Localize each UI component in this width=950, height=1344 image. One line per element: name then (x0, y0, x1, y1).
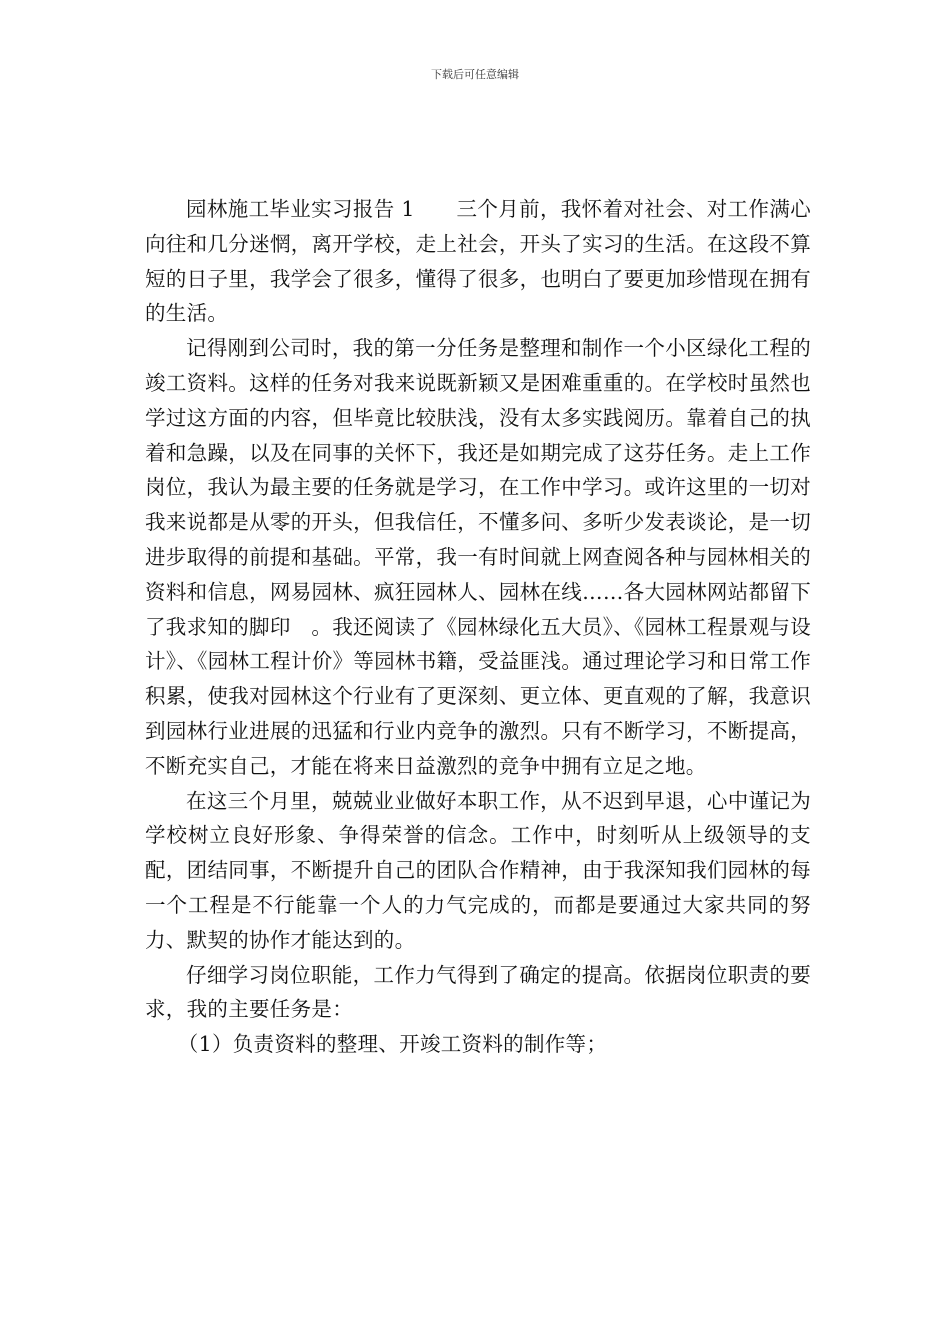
paragraph-first-task: 记得刚到公司时，我的第一分任务是整理和制作一个小区绿化工程的竣工资料。这样的任务对我来说既新颖又是困难重重的。在学校时虽然也学过这方面的内容，但毕竟比较肤浅，没有太多实践阅历。靠着自己的执着和急躁，以及在同事的关怀下，我还是如期完成了这芬任务。走上工作岗位，我认为最主要的任务就是学习，在工作中学习。或许这里的一切对我来说都是从零的开头，但我信任，不懂多问、多听少发表谈论，是一切进步取得的前提和基础。平常，我一有时间就上网查阅各种与园林相关的资料和信息，网易园林、疯狂园林人、园林在线……各大园林网站都留下了我求知的脚印 。我还阅读了《园林绿化五大员》、《园林工程景观与设计》、《园林工程计价》等园林书籍，受益匪浅。通过理论学习和日常工作积累，使我对园林这个行业有了更深刻、更立体、更直观的了解，我意识到园林行业进展的迅猛和行业内竞争的激烈。只有不断学习，不断提高，不断充实自己，才能在将来日益激烈的竞争中拥有立足之地。 (145, 336, 811, 778)
document-body (145, 192, 811, 1062)
paragraph-intro: 园林施工毕业实习报告 1 三个月前，我怀着对社会、对工作满心向往和几分迷惘，离开学校，走上社会，开头了实习的生活。在这段不算短的日子里，我学会了很多，懂得了很多，也明白了要更加珍惜现在拥有的生活。 (145, 197, 811, 326)
list-item-duty-1: （1）负责资料的整理、开竣工资料的制作等； (177, 1032, 608, 1057)
paragraph-three-months: 在这三个月里，兢兢业业做好本职工作，从不迟到早退，心中谨记为学校树立良好形象、争得荣誉的信念。工作中，时刻听从上级领导的支配，团结同事，不断提升自己的团队合作精神，由于我深知我们园林的每一个工程是不行能靠一个人的力气完成的，而都是要通过大家共同的努力、默契的协作才能达到的。 (145, 788, 811, 952)
page-header-note: 下载后可任意编辑 (431, 68, 519, 81)
paragraph-duties: 仔细学习岗位职能，工作力气得到了确定的提高。依据岗位职责的要求，我的主要任务是： (145, 962, 811, 1022)
